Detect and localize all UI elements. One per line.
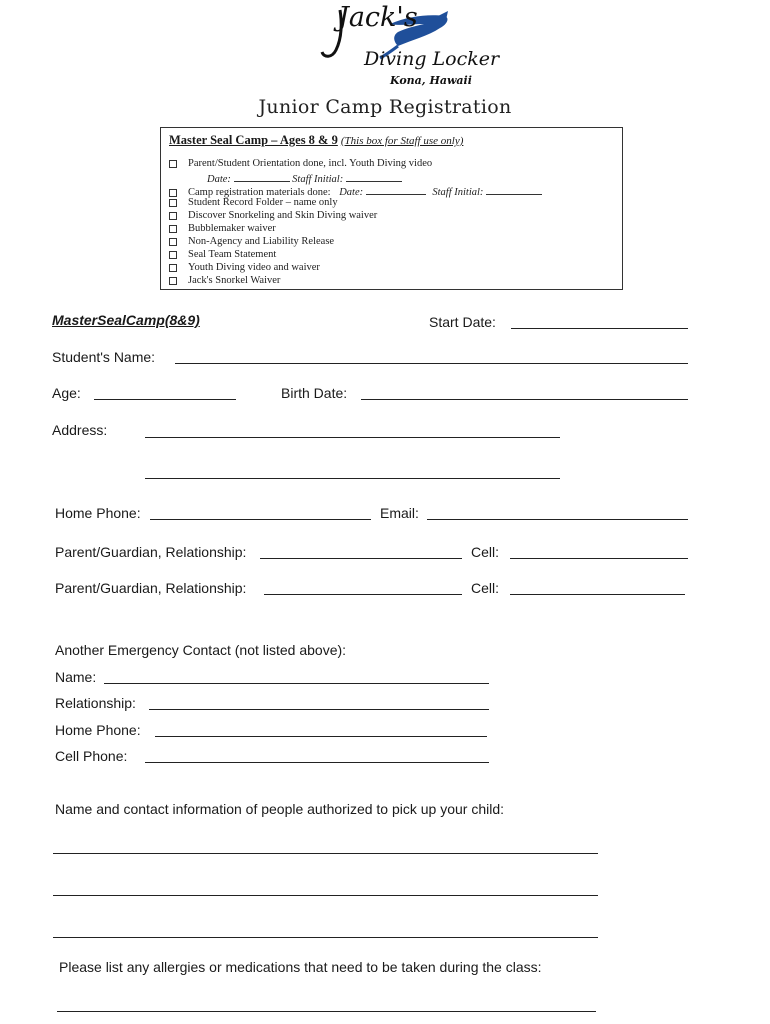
parent-relationship-label-1: Parent/Guardian, Relationship: xyxy=(55,544,247,560)
staff-box-title xyxy=(169,133,463,148)
checkbox[interactable] xyxy=(169,277,177,285)
home-phone-label: Home Phone: xyxy=(55,505,141,521)
parent-relationship-label-2: Parent/Guardian, Relationship: xyxy=(55,580,247,596)
emergency-name-label: Name: xyxy=(55,669,97,685)
start-date-label: Start Date: xyxy=(429,314,496,330)
emergency-home-phone-label: Home Phone: xyxy=(55,722,141,738)
age-label: Age: xyxy=(52,385,81,401)
staff-item: Youth Diving video and waiver xyxy=(169,262,320,273)
staff-date-initial-row xyxy=(207,171,402,185)
checkbox[interactable] xyxy=(169,199,177,207)
pickup-heading: Name and contact information of people authorized to pick up your child: xyxy=(55,801,505,817)
parent-relationship-field-2[interactable] xyxy=(264,594,462,595)
checkbox[interactable] xyxy=(169,212,177,220)
birth-date-label: Birth Date: xyxy=(281,385,348,401)
address-field-line-1[interactable] xyxy=(145,437,560,438)
date-line[interactable] xyxy=(234,171,290,182)
staff-item: Student Record Folder – name only xyxy=(169,197,338,208)
pickup-field-line-3[interactable] xyxy=(53,937,598,938)
student-name-field[interactable] xyxy=(175,363,688,364)
emergency-name-field[interactable] xyxy=(104,683,489,684)
logo-brand: Jack's xyxy=(338,2,418,33)
checkbox[interactable] xyxy=(169,251,177,259)
address-field-line-2[interactable] xyxy=(145,478,560,479)
staff-item: Non-Agency and Liability Release xyxy=(169,236,334,247)
emergency-contact-heading: Another Emergency Contact (not listed above): xyxy=(55,642,347,658)
emergency-home-phone-field[interactable] xyxy=(155,736,487,737)
camp-title: MasterSealCamp(8&9) xyxy=(52,312,200,328)
cell-field-1[interactable] xyxy=(510,558,688,559)
allergies-heading: Please list any allergies or medications that need to be taken during the class: xyxy=(59,959,542,975)
birth-date-field[interactable] xyxy=(361,399,688,400)
pickup-field-line-2[interactable] xyxy=(53,895,598,896)
home-phone-field[interactable] xyxy=(150,519,371,520)
emergency-relationship-field[interactable] xyxy=(149,709,489,710)
staff-use-box xyxy=(160,127,623,290)
staff-initial-label: Staff Initial: xyxy=(292,174,344,185)
staff-item: Discover Snorkeling and Skin Diving waiver xyxy=(169,210,377,221)
page-title: Junior Camp Registration xyxy=(258,96,512,118)
logo-tagline: Diving Locker xyxy=(364,48,500,70)
emergency-cell-phone-field[interactable] xyxy=(145,762,489,763)
staff-box-title-text: Master Seal Camp – Ages 8 & 9 xyxy=(169,133,338,147)
email-label: Email: xyxy=(380,505,419,521)
cell-label-2: Cell: xyxy=(471,580,500,596)
date-line[interactable] xyxy=(366,184,426,195)
logo-location: Kona, Hawaii xyxy=(390,74,472,87)
pickup-field-line-1[interactable] xyxy=(53,853,598,854)
checkbox[interactable] xyxy=(169,264,177,272)
checkbox[interactable] xyxy=(169,160,177,168)
staff-box-note: (This box for Staff use only) xyxy=(340,135,464,147)
staff-item: Jack's Snorkel Waiver xyxy=(169,275,280,286)
student-name-label: Student's Name: xyxy=(52,349,156,365)
checkbox[interactable] xyxy=(169,189,177,197)
date-label: Date: xyxy=(207,174,231,185)
checkbox[interactable] xyxy=(169,238,177,246)
email-field[interactable] xyxy=(427,519,688,520)
emergency-relationship-label: Relationship: xyxy=(55,695,136,711)
staff-item: Seal Team Statement xyxy=(169,249,276,260)
emergency-cell-phone-label: Cell Phone: xyxy=(55,748,128,764)
checkbox[interactable] xyxy=(169,225,177,233)
jacks-diving-locker-logo xyxy=(320,2,500,92)
staff-item: Camp registration materials done: Date: Staff Initial: xyxy=(169,184,542,198)
age-field[interactable] xyxy=(94,399,236,400)
cell-label-1: Cell: xyxy=(471,544,500,560)
staff-initial-line[interactable] xyxy=(486,184,542,195)
start-date-field[interactable] xyxy=(511,328,688,329)
allergies-field-line-1[interactable] xyxy=(57,1011,596,1012)
staff-initial-line[interactable] xyxy=(346,171,402,182)
cell-field-2[interactable] xyxy=(510,594,685,595)
staff-item: Parent/Student Orientation done, incl. Youth Diving video xyxy=(169,158,432,169)
staff-item: Bubblemaker waiver xyxy=(169,223,276,234)
address-label: Address: xyxy=(52,422,108,438)
parent-relationship-field-1[interactable] xyxy=(260,558,462,559)
